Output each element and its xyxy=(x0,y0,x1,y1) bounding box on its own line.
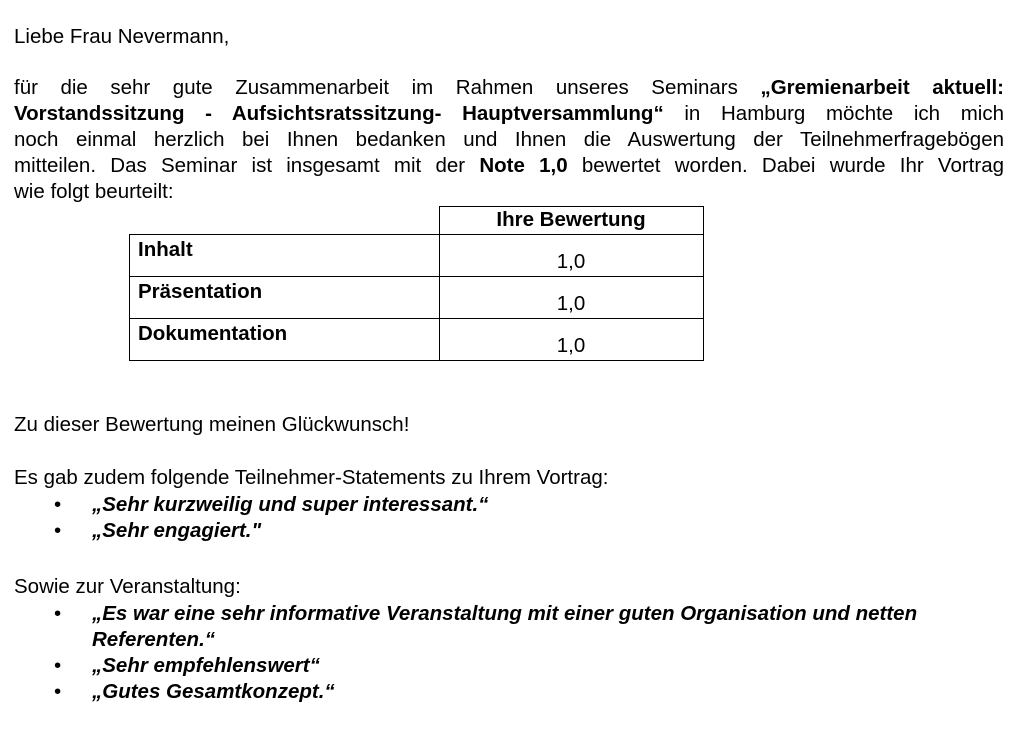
rating-value: 1,0 xyxy=(439,235,703,277)
event-quotes-list xyxy=(0,601,972,705)
rating-value: 1,0 xyxy=(439,277,703,319)
paragraph-line-1 xyxy=(14,75,1004,101)
statements-intro: Es gab zudem folgende Teilnehmer-Statements zu Ihrem Vortrag: xyxy=(14,466,609,489)
list-item xyxy=(0,653,972,679)
list-item xyxy=(0,679,972,705)
table-row xyxy=(130,319,704,361)
congratulations-text: Zu dieser Bewertung meinen Glückwunsch! xyxy=(14,413,410,436)
bullet-icon: • xyxy=(54,680,62,703)
rating-table-header-row xyxy=(130,207,704,235)
paragraph-text: mitteilen. Das Seminar ist insgesamt mit der xyxy=(14,154,480,177)
talk-quotes-list xyxy=(0,492,972,544)
rating-label: Dokumentation xyxy=(130,319,440,361)
quote-text: „Sehr engagiert." xyxy=(92,519,262,542)
rating-table-header: Ihre Bewertung xyxy=(439,207,703,235)
table-row xyxy=(130,277,704,319)
rating-label: Inhalt xyxy=(130,235,440,277)
paragraph-text: in Hamburg möchte ich mich xyxy=(663,102,1004,125)
quote-text: „Sehr kurzweilig und super interessant.“ xyxy=(92,493,489,516)
paragraph-line-2 xyxy=(14,101,1004,127)
seminar-title-cont: Vorstandssitzung - Aufsichtsratssitzung- Hauptversammlung“ xyxy=(14,102,664,125)
seminar-title: „Gremienarbeit aktuell: xyxy=(760,76,1005,99)
list-item xyxy=(0,601,972,653)
letter-paragraph xyxy=(14,75,1004,205)
bullet-icon: • xyxy=(54,654,62,677)
bullet-icon: • xyxy=(54,519,62,542)
quote-text: „Sehr empfehlenswert“ xyxy=(92,654,320,677)
list-item xyxy=(0,518,972,544)
paragraph-text: für die sehr gute Zusammenarbeit im Rahmen unseres Seminars xyxy=(14,76,761,99)
rating-label: Präsentation xyxy=(130,277,440,319)
quote-text: „Gutes Gesamtkonzept.“ xyxy=(92,680,335,703)
quote-text: „Es war eine sehr informative Veranstaltung mit einer guten Organisation und netten Referenten.“ xyxy=(92,602,918,651)
bullet-icon: • xyxy=(54,493,62,516)
bullet-icon: • xyxy=(54,602,62,625)
letter-greeting: Liebe Frau Nevermann, xyxy=(14,25,230,48)
paragraph-line-3: noch einmal herzlich bei Ihnen bedanken und Ihnen die Auswertung der Teilnehmerfragebögen xyxy=(14,128,1004,151)
rating-value: 1,0 xyxy=(439,319,703,361)
table-row xyxy=(130,235,704,277)
event-intro: Sowie zur Veranstaltung: xyxy=(14,575,241,598)
list-item xyxy=(0,492,972,518)
paragraph-text: bewertet worden. Dabei wurde Ihr Vortrag xyxy=(567,154,1005,177)
rating-table xyxy=(129,206,704,361)
paragraph-line-4 xyxy=(14,153,1004,179)
rating-table-corner xyxy=(130,207,440,235)
paragraph-line-5: wie folgt beurteilt: xyxy=(14,180,174,203)
overall-grade: Note 1,0 xyxy=(479,154,568,177)
